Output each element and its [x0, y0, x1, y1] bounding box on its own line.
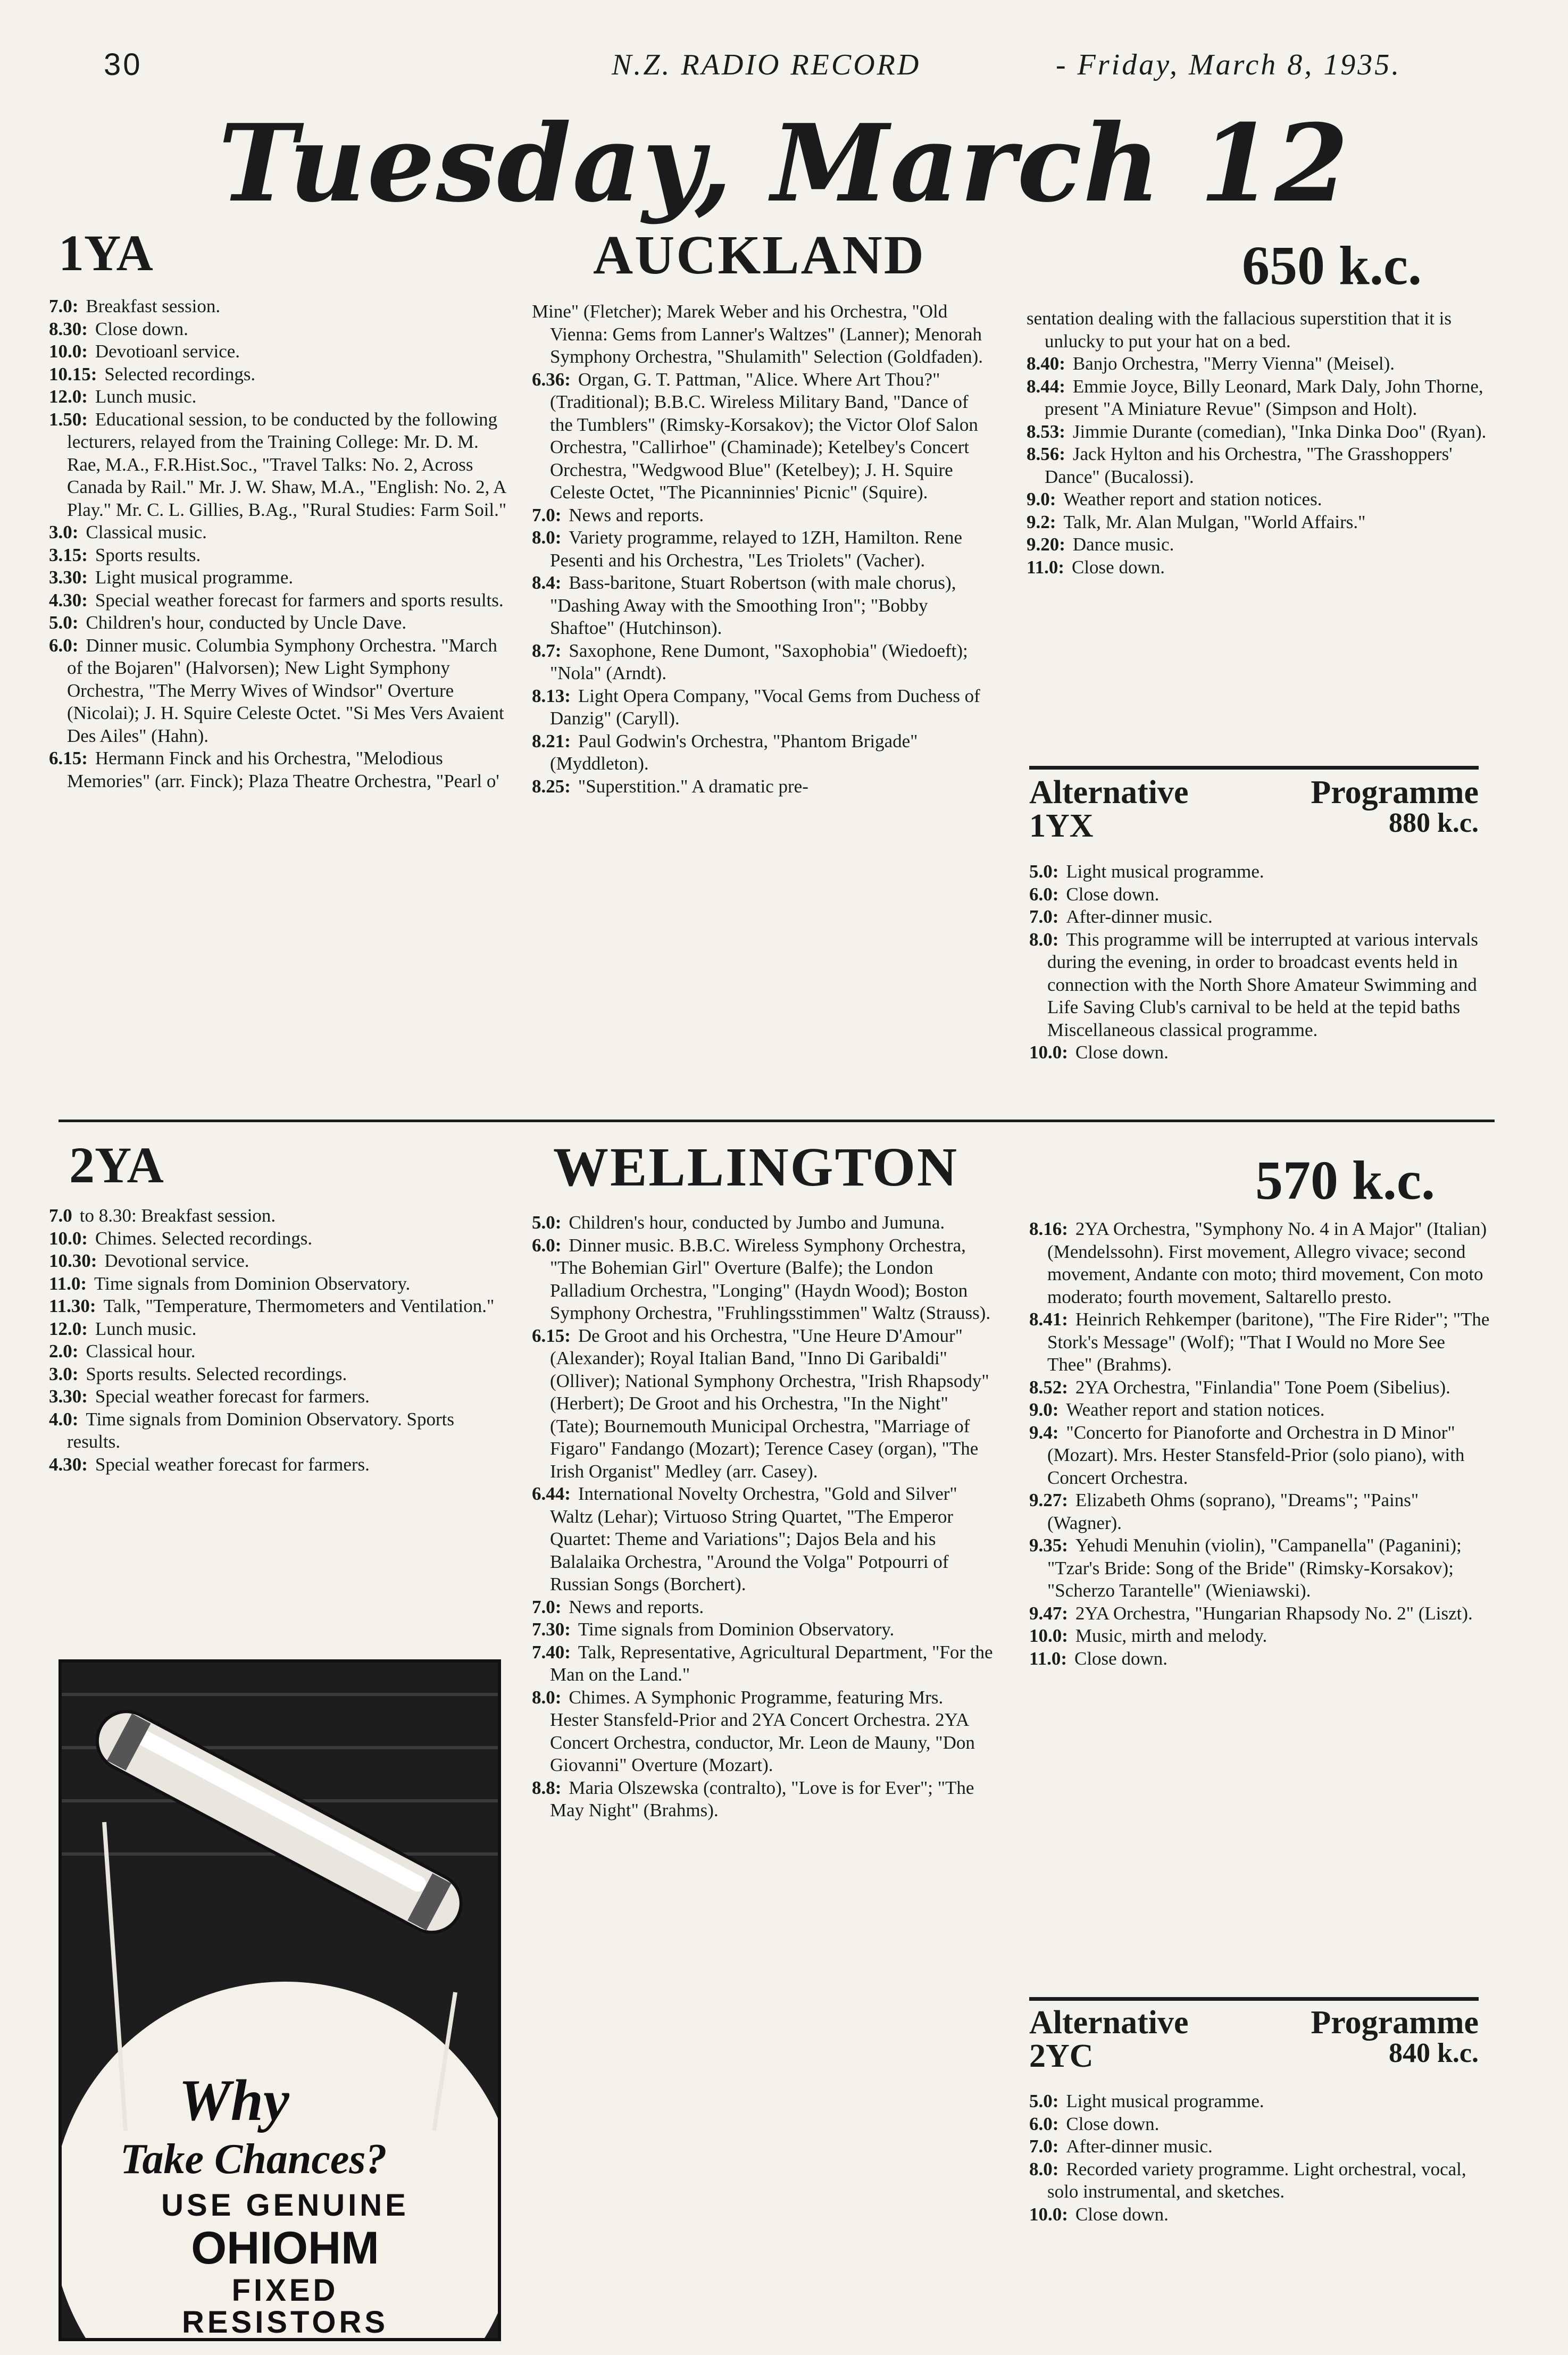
programme-text: Devotional service. [104, 1250, 249, 1271]
programme-text: Light musical programme. [1066, 861, 1264, 882]
programme-time: 10.30: [49, 1250, 97, 1271]
programme-text: Jimmie Durante (comedian), "Inka Dinka Doo" (Ryan). [1072, 421, 1487, 442]
day-title: Tuesday, March 12 [218, 101, 1350, 226]
programme-text: Close down. [1066, 2113, 1160, 2134]
programme-text: Time signals from Dominion Observatory. [578, 1619, 895, 1640]
ad-headline-take-chances: Take Chances? [120, 2136, 387, 2183]
programme-time: 9.27: [1029, 1490, 1068, 1510]
programme-time: 3.30: [49, 1386, 88, 1407]
programme-time: 9.47: [1029, 1602, 1068, 1624]
programme-time: 7.0: [49, 296, 79, 316]
programme-time: 8.44: [1027, 375, 1065, 397]
programme-item [49, 1454, 501, 1476]
programme-time: 6.15: [532, 1325, 571, 1346]
ohiohm-advertisement [59, 1659, 501, 2341]
programme-text: After-dinner music. [1066, 906, 1213, 927]
programme-time: 7.40: [532, 1641, 571, 1663]
programme-time: 8.41: [1029, 1309, 1068, 1330]
programme-text: Light Opera Company, "Vocal Gems from Duchess of Danzig" (Caryll). [550, 685, 980, 729]
ad-resistors: RESISTORS [181, 2305, 389, 2338]
programme-item [532, 1777, 995, 1822]
programme-time: 12.0: [49, 1318, 88, 1339]
programme-item [532, 730, 995, 775]
programme-text: Talk, "Temperature, Thermometers and Ventilation." [103, 1296, 495, 1316]
programme-item [1027, 307, 1489, 353]
station-city-wellington: WELLINGTON [553, 1137, 959, 1198]
programme-text: Chimes. A Symphonic Programme, featuring Mrs. Hester Stansfeld-Prior and 2YA Concert Orchestra. 2YA Concert Orchestra, conductor, Mr. Leon de Mauny, "Don Giovanni" Overture (Mozart). [550, 1686, 975, 1775]
programme-item [532, 504, 995, 527]
programme-item [532, 369, 995, 504]
programme-time: 7.0: [1029, 906, 1059, 927]
alt-2yc-rule [1029, 1997, 1479, 2001]
programme-text: Paul Godwin's Orchestra, "Phantom Brigade" (Myddleton). [550, 730, 918, 774]
programme-item [532, 1325, 995, 1483]
programme-text: News and reports. [569, 1596, 704, 1617]
programme-text: Dinner music. Columbia Symphony Orchestra. "March of the Bojaren" (Halvorsen); New Light Symphony Orchestra, "The Merry Wives of Windsor" Overture (Nicolai); J. H. Squire Celeste Octet. "Si Mes Vers Avaient Des Ailes" (Hahn). [67, 634, 504, 746]
programme-time: 10.0: [49, 341, 88, 362]
programme-item [1029, 2090, 1492, 2113]
page-number: 30 [104, 47, 143, 82]
alt-1yx-call: 1YX [1029, 808, 1094, 844]
programme-item [1029, 2113, 1492, 2136]
programme-item [49, 386, 512, 408]
programme-time: 7.0: [532, 1596, 562, 1617]
alt-1yx-word-alternative: Alternative [1029, 774, 1189, 811]
programme-text: Close down. [95, 318, 188, 339]
programme-item [1029, 2158, 1492, 2203]
programme-item [1029, 1041, 1492, 1064]
programme-item [49, 363, 512, 386]
programme-item [49, 1250, 501, 1273]
programme-item [532, 1618, 995, 1641]
ad-use-genuine: USE GENUINE [161, 2188, 409, 2223]
programme-text: Breakfast session. [86, 296, 221, 316]
programme-text: "Concerto for Pianoforte and Orchestra in D Minor" (Mozart). Mrs. Hester Stansfeld-Prior (solo piano), with Concert Orchestra. [1047, 1422, 1465, 1488]
programme-time: 12.0: [49, 386, 88, 407]
programme-time: 7.0 [49, 1205, 72, 1226]
programme-time: 9.2: [1027, 511, 1056, 532]
programme-item [1029, 1602, 1492, 1625]
programme-text: Dance music. [1072, 534, 1174, 555]
programme-item [532, 1596, 995, 1619]
programme-text: Dinner music. B.B.C. Wireless Symphony Orchestra, "The Bohemian Girl" Overture (Balfe); the London Palladium Orchestra, "Longing" (Haydn Wood); Boston Symphony Orchestra, "Fruhlingsstimmen" Waltz (Strauss). [550, 1234, 991, 1323]
programme-text: Devotioanl service. [95, 341, 240, 362]
alt-2yc-word-programme: Programme [1311, 2005, 1479, 2041]
programme-item [49, 566, 512, 589]
programme-text: Sports results. Selected recordings. [86, 1363, 347, 1384]
programme-text: Educational session, to be conducted by the following lecturers, relayed from the Training College: Mr. D. M. Rae, M.A., F.R.Hist.Soc., "Travel Talks: No. 2, Across Canada by Rail." Mr. J. W. Shaw, M.A., "English: No. 2, A Play." Mr. C. L. Gillies, B.Ag., "Rural Studies: Farm Soil." [67, 408, 507, 520]
programme-time: 8.40: [1027, 353, 1065, 374]
programme-time: 8.0: [532, 527, 562, 548]
programme-text: Close down. [1075, 1042, 1169, 1063]
programme-item [1029, 906, 1492, 929]
programme-text: Light musical programme. [1066, 2091, 1264, 2111]
alt-2yc-frequency: 840 k.c. [1389, 2038, 1479, 2068]
station-call-2ya: 2YA [69, 1137, 164, 1193]
section-1ya-column-3 [1027, 307, 1489, 579]
programme-text: After-dinner music. [1066, 2136, 1213, 2157]
programme-time: 5.0: [532, 1212, 562, 1233]
programme-time: 1.50: [49, 408, 88, 430]
programme-item [1029, 2135, 1492, 2158]
alt-1yx-rule [1029, 766, 1479, 770]
programme-time: 3.15: [49, 544, 88, 565]
programme-item [532, 775, 995, 798]
programme-item [532, 1234, 995, 1325]
programme-item [1027, 556, 1489, 579]
programme-time: 6.0: [532, 1234, 562, 1256]
programme-time: 9.0: [1029, 1399, 1059, 1420]
programme-text: Lunch music. [95, 1318, 197, 1339]
programme-item [1027, 421, 1489, 444]
programme-item [49, 408, 512, 522]
programme-time: 6.0: [1029, 883, 1059, 905]
alt-1yx-frequency: 880 k.c. [1389, 808, 1479, 838]
programme-time: 4.30: [49, 589, 88, 611]
programme-item [49, 1205, 501, 1227]
programme-text: Time signals from Dominion Observatory. [94, 1273, 411, 1294]
programme-item [1029, 1489, 1492, 1534]
programme-time: 3.0: [49, 1363, 79, 1384]
programme-time: 8.16: [1029, 1218, 1068, 1239]
programme-time: 8.0: [1029, 2158, 1059, 2179]
programme-text: Banjo Orchestra, "Merry Vienna" (Meisel). [1072, 353, 1395, 374]
programme-item [532, 300, 995, 369]
programme-time: 9.35: [1029, 1535, 1068, 1556]
programme-item [1027, 533, 1489, 556]
programme-text: Variety programme, relayed to 1ZH, Hamilton. Rene Pesenti and his Orchestra, "Les Triolets" (Vacher). [550, 527, 963, 571]
programme-item [49, 1273, 501, 1296]
issue-date: - Friday, March 8, 1935. [1056, 48, 1402, 81]
programme-time: 8.8: [532, 1777, 562, 1798]
programme-text: Emmie Joyce, Billy Leonard, Mark Daly, John Thorne, present "A Miniature Revue" (Simpson and Holt). [1045, 375, 1483, 419]
programme-item [49, 295, 512, 318]
programme-time: 8.52: [1029, 1376, 1068, 1398]
programme-time: 10.0: [1029, 2203, 1068, 2225]
programme-time: 6.0: [1029, 2113, 1059, 2134]
programme-text: Saxophone, Rene Dumont, "Saxophobia" (Wiedoeft); "Nola" (Arndt). [550, 640, 968, 683]
programme-item [1027, 353, 1489, 375]
ad-brand: OHIOHM [191, 2223, 379, 2274]
programme-text: Chimes. Selected recordings. [95, 1227, 313, 1249]
programme-time: 8.56: [1027, 444, 1065, 464]
programme-time: 5.0: [1029, 2091, 1059, 2111]
ad-headline-why: Why [179, 2068, 289, 2133]
programme-item [1029, 1422, 1492, 1490]
programme-text: Special weather forecast for farmers and sports results. [95, 589, 504, 611]
programme-text: Classical hour. [86, 1341, 196, 1362]
programme-text: to 8.30: Breakfast session. [79, 1205, 276, 1226]
programme-text: Elizabeth Ohms (soprano), "Dreams"; "Pains" (Wagner). [1047, 1490, 1419, 1533]
programme-time: 5.0: [1029, 861, 1059, 882]
alt-1yx-heading [1029, 774, 1479, 845]
programme-time: 6.44: [532, 1483, 571, 1504]
alt-2yc-word-alternative: Alternative [1029, 2005, 1189, 2041]
programme-text: Recorded variety programme. Light orchestral, vocal, solo instrumental, and sketches. [1047, 2158, 1466, 2202]
station-frequency-2ya: 570 k.c. [1255, 1150, 1435, 1211]
programme-time: 11.0: [1027, 556, 1064, 578]
section-2ya-column-2 [532, 1212, 995, 1822]
station-frequency-1ya: 650 k.c. [1242, 235, 1422, 296]
programme-text: Hermann Finck and his Orchestra, "Melodious Memories" (arr. Finck); Plaza Theatre Orchestra, "Pearl o' [67, 748, 499, 791]
programme-time: 6.36: [532, 369, 571, 390]
programme-text: This programme will be interrupted at various intervals during the evening, in order to broadcast events held in connection with the North Shore Amateur Swimming and Life Saving Club's carnival to be held at the tepid baths Miscellaneous classical programme. [1047, 929, 1479, 1040]
programme-item [532, 1212, 995, 1234]
programme-item [49, 544, 512, 567]
programme-item [532, 640, 995, 685]
programme-text: Sports results. [95, 544, 201, 565]
programme-item [1029, 883, 1492, 906]
programme-time: 8.0: [532, 1686, 562, 1708]
programme-item [49, 1295, 501, 1318]
programme-item [49, 1363, 501, 1386]
programme-time: 10.15: [49, 363, 97, 385]
programme-text: Maria Olszewska (contralto), "Love is for Ever"; "The May Night" (Brahms). [550, 1777, 974, 1820]
programme-time: 11.0: [1029, 1648, 1067, 1669]
programme-item [49, 1227, 501, 1250]
programme-time: 8.53: [1027, 421, 1065, 442]
section-1ya-column-1 [49, 295, 512, 792]
programme-time: 6.0: [49, 634, 79, 656]
programme-text: Children's hour, conducted by Jumbo and Jumuna. [569, 1212, 945, 1233]
section-divider [59, 1120, 1495, 1122]
programme-item [49, 634, 512, 748]
programme-item [49, 1385, 501, 1408]
programme-text: Children's hour, conducted by Uncle Dave. [86, 612, 407, 633]
programme-text: Classical music. [86, 522, 207, 542]
programme-text: Music, mirth and melody. [1075, 1625, 1267, 1646]
programme-item [1029, 1308, 1492, 1376]
programme-time: 4.30: [49, 1454, 88, 1475]
programme-item [1029, 1648, 1492, 1671]
programme-time: 3.30: [49, 567, 88, 588]
programme-time: 4.0: [49, 1408, 79, 1430]
programme-item [49, 747, 512, 792]
programme-item [1029, 1399, 1492, 1422]
programme-item [49, 589, 512, 612]
programme-text: Jack Hylton and his Orchestra, "The Grasshoppers' Dance" (Bucalossi). [1045, 444, 1453, 487]
programme-item [1029, 1534, 1492, 1602]
programme-text: Special weather forecast for farmers. [95, 1454, 370, 1475]
programme-text: Weather report and station notices. [1063, 489, 1322, 510]
programme-time: 8.21: [532, 730, 571, 751]
programme-item [532, 685, 995, 730]
station-call-1ya: 1YA [59, 224, 153, 281]
programme-text: Yehudi Menuhin (violin), "Campanella" (Paganini); "Tzar's Bride: Song of the Bride" (Rimsky-Korsakov); "Scherzo Tarantelle" (Wieniawski). [1047, 1535, 1462, 1601]
programme-text: Talk, Mr. Alan Mulgan, "World Affairs." [1063, 511, 1366, 532]
programme-text: 2YA Orchestra, "Finlandia" Tone Poem (Sibelius). [1075, 1376, 1450, 1398]
programme-time: 3.0: [49, 522, 79, 542]
programme-time: 9.20: [1027, 534, 1065, 555]
programme-item [1029, 1625, 1492, 1648]
programme-item [532, 1483, 995, 1596]
programme-item [1027, 511, 1489, 534]
programme-text: Bass-baritone, Stuart Robertson (with male chorus), "Dashing Away with the Smoothing Iron"; "Bobby Shaftoe" (Hutchinson). [550, 572, 956, 638]
programme-time: 7.0: [532, 504, 562, 525]
programme-item [532, 1641, 995, 1686]
programme-item [49, 1408, 501, 1454]
programme-time: 8.30: [49, 318, 88, 339]
programme-item [1027, 488, 1489, 511]
programme-time: 5.0: [49, 612, 79, 633]
programme-time: 10.0: [49, 1227, 88, 1249]
programme-text: Special weather forecast for farmers. [95, 1386, 370, 1407]
programme-item [1029, 861, 1492, 883]
programme-text: Heinrich Rehkemper (baritone), "The Fire Rider"; "The Stork's Message" (Wolf); "That I Would no More See Thee" (Brahms). [1047, 1309, 1490, 1375]
programme-item [532, 572, 995, 640]
programme-time: 10.0: [1029, 1042, 1068, 1063]
programme-time: 8.7: [532, 640, 562, 661]
programme-item [49, 340, 512, 363]
programme-text: Weather report and station notices. [1066, 1399, 1325, 1420]
programme-time: 6.15: [49, 748, 88, 769]
programme-text: "Superstition." A dramatic pre- [578, 775, 808, 797]
publication-title: N.Z. RADIO RECORD [612, 48, 921, 81]
programme-time: 10.0: [1029, 1625, 1068, 1646]
programme-time: 8.25: [532, 775, 571, 797]
programme-time: 7.30: [532, 1619, 571, 1640]
station-city-auckland: AUCKLAND [593, 224, 925, 286]
section-2ya-column-1 [49, 1205, 501, 1476]
programme-text: Close down. [1075, 2203, 1169, 2225]
programme-item [49, 318, 512, 341]
programme-text: Mine" (Fletcher); Marek Weber and his Orchestra, "Old Vienna: Gems from Lanner's Waltzes" (Lanner); Menorah Symphony Orchestra, "Shulamith" Selection (Goldfaden). [532, 301, 983, 367]
programme-time: 8.0: [1029, 929, 1059, 950]
programme-text: Close down. [1071, 556, 1165, 578]
ad-artwork [62, 1663, 498, 2338]
programme-text: Close down. [1074, 1648, 1167, 1669]
programme-text: Close down. [1066, 883, 1160, 905]
programme-item [49, 612, 512, 634]
section-2ya-column-3 [1029, 1218, 1492, 1670]
programme-text: De Groot and his Orchestra, "Une Heure D'Amour" (Alexander); Royal Italian Band, "Inno Di Garibaldi" (Olliver); National Symphony Orchestra, "Irish Rhapsody" (Herbert); De Groot and his Orchestra, "In the Night" (Tate); Bournemouth Municipal Orchestra, "Marriage of Figaro" Fandango (Mozart); Terence Casey (organ), "The Irish Organist" Medley (arr. Casey). [550, 1325, 989, 1482]
programme-item [532, 527, 995, 572]
alt-2yc-call: 2YC [1029, 2038, 1094, 2074]
programme-time: 11.30: [49, 1296, 96, 1316]
programme-text: Time signals from Dominion Observatory. Sports results. [67, 1408, 454, 1452]
programme-time: 9.4: [1029, 1422, 1059, 1443]
programme-text: News and reports. [569, 504, 704, 525]
programme-item [49, 1340, 501, 1363]
programme-item [1029, 1218, 1492, 1308]
programme-text: Organ, G. T. Pattman, "Alice. Where Art Thou?" (Traditional); B.B.C. Wireless Military Band, "Dance of the Tumblers" (Rimsky-Korsakov); the Victor Olof Salon Orchestra, "Callirhoe" (Chaminade); Ketelbey's Concert Orchestra, "Wedgwood Blue" (Ketelbey); J. H. Squire Celeste Octet, "The Picanninnies' Picnic" (Squire). [550, 369, 978, 503]
section-1ya-column-2 [532, 300, 995, 798]
programme-time: 8.4: [532, 572, 562, 593]
programme-item [1029, 1376, 1492, 1399]
alt-2yc-items [1029, 2090, 1492, 2226]
programme-text: sentation dealing with the fallacious superstition that it is unlucky to put your hat on a bed. [1027, 308, 1452, 352]
alt-1yx-items [1029, 861, 1492, 1064]
programme-time: 2.0: [49, 1341, 79, 1362]
programme-item [1027, 375, 1489, 421]
programme-time: 9.0: [1027, 489, 1056, 510]
programme-item [1029, 929, 1492, 1042]
programme-item [1027, 443, 1489, 488]
programme-time: 7.0: [1029, 2136, 1059, 2157]
programme-time: 11.0: [49, 1273, 87, 1294]
programme-text: Selected recordings. [104, 363, 256, 385]
programme-item [49, 521, 512, 544]
programme-text: Talk, Representative, Agricultural Department, "For the Man on the Land." [550, 1641, 993, 1685]
alt-2yc-heading [1029, 2004, 1479, 2075]
programme-item [49, 1318, 501, 1341]
programme-text: International Novelty Orchestra, "Gold and Silver" Waltz (Lehar); Virtuoso String Quartet, "The Emperor Quartet: Theme and Variations"; Dajos Bela and his Balalaika Orchestra, "Around the Volga" Potpourri of Russian Songs (Borchert). [550, 1483, 957, 1594]
programme-text: 2YA Orchestra, "Hungarian Rhapsody No. 2" (Liszt). [1075, 1602, 1473, 1624]
programme-text: 2YA Orchestra, "Symphony No. 4 in A Major" (Italian) (Mendelssohn). First movement, Allegro vivace; second movement, Andante con moto; third movement, Con moto moderato; fourth movement, Saltarello presto. [1047, 1218, 1487, 1307]
ad-fixed: FIXED [231, 2273, 339, 2308]
alt-1yx-word-programme: Programme [1311, 774, 1479, 811]
programme-item [1029, 2203, 1492, 2226]
programme-text: Light musical programme. [95, 567, 294, 588]
programme-time: 8.13: [532, 685, 571, 706]
programme-item [532, 1686, 995, 1777]
programme-text: Lunch music. [95, 386, 197, 407]
